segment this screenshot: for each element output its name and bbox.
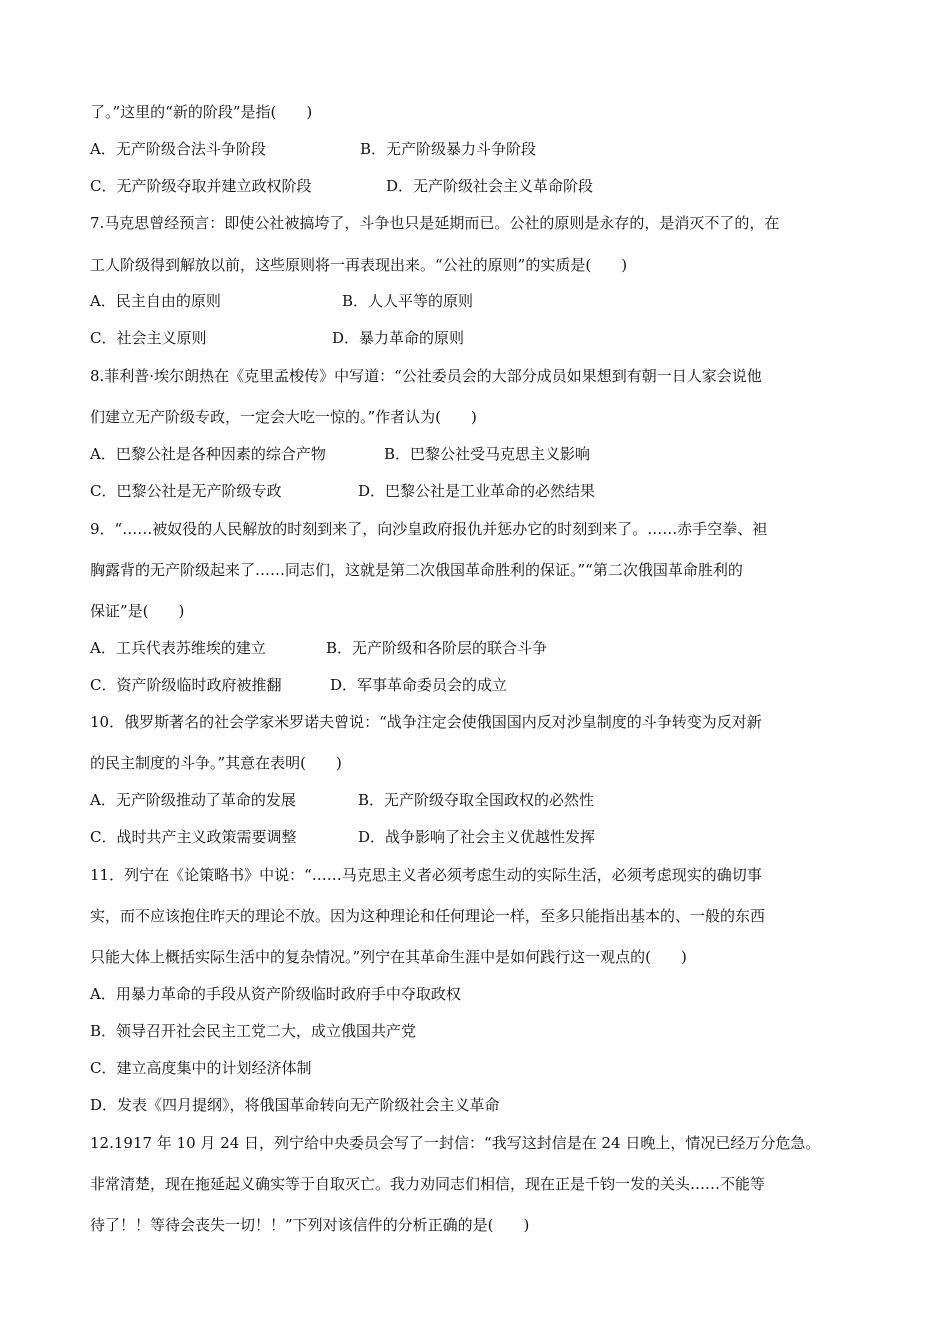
question-9-stem-line-1: 9．“……被奴役的人民解放的时刻到来了，向沙皇政府报仇并惩办它的时刻到来了。……赤手空拳、袒 bbox=[90, 520, 768, 538]
question-9-stem-line-2: 胸露背的无产阶级起来了……同志们，这就是第二次俄国革命胜利的保证。”“第二次俄国革命胜利的 bbox=[90, 561, 743, 579]
question-11-option-c: C．建立高度集中的计划经济体制 bbox=[90, 1059, 312, 1077]
question-9-option-c: C．资产阶级临时政府被推翻 bbox=[90, 676, 282, 694]
question-9-stem-line-3: 保证”是( ) bbox=[90, 602, 185, 620]
question-6-stem-end: 了。”这里的“新的阶段”是指( ) bbox=[90, 103, 313, 121]
question-10-option-a: A．无产阶级推动了革命的发展 bbox=[90, 791, 296, 809]
question-6-option-b: B．无产阶级暴力斗争阶段 bbox=[360, 140, 537, 158]
question-11-stem-line-3: 只能大体上概括实际生活中的复杂情况。”列宁在其革命生涯中是如何践行这一观点的( ) bbox=[90, 948, 687, 966]
question-10-stem-line-1: 10．俄罗斯著名的社会学家米罗诺夫曾说：“战争注定会使俄国国内反对沙皇制度的斗争转变为反对新 bbox=[90, 713, 762, 731]
question-11-option-d: D．发表《四月提纲》，将俄国革命转向无产阶级社会主义革命 bbox=[90, 1096, 500, 1114]
question-7-option-c: C．社会主义原则 bbox=[90, 329, 207, 347]
question-9-option-a: A．工兵代表苏维埃的建立 bbox=[90, 639, 266, 657]
question-7-option-a: A．民主自由的原则 bbox=[90, 292, 221, 310]
question-10-stem-line-2: 的民主制度的斗争。”其意在表明( ) bbox=[90, 754, 342, 772]
question-8-stem-line-2: 们建立无产阶级专政，一定会大吃一惊的。”作者认为( ) bbox=[90, 408, 477, 426]
question-11-stem-line-1: 11．列宁在《论策略书》中说：“……马克思主义者必须考虑生动的实际生活，必须考虑现实的确切事 bbox=[90, 866, 762, 884]
question-7-stem-line-1: 7.马克思曾经预言：即使公社被搞垮了，斗争也只是延期而已。公社的原则是永存的，是消灭不了的，在 bbox=[90, 214, 780, 232]
question-8-option-d: D．巴黎公社是工业革命的必然结果 bbox=[358, 482, 596, 500]
question-12-stem-line-1: 12.1917 年 10 月 24 日，列宁给中央委员会写了一封信：“我写这封信是在 24 日晚上，情况已经万分危急。 bbox=[90, 1134, 821, 1152]
question-9-option-b: B．无产阶级和各阶层的联合斗争 bbox=[326, 639, 548, 657]
question-12-stem-line-2: 非常清楚，现在拖延起义确实等于自取灭亡。我力劝同志们相信，现在正是千钧一发的关头……不能等 bbox=[90, 1175, 766, 1193]
question-8-stem-line-1: 8.菲利普·埃尔朗热在《克里孟梭传》中写道：“公社委员会的大部分成员如果想到有朝一日人家会说他 bbox=[90, 367, 762, 385]
question-8-option-c: C．巴黎公社是无产阶级专政 bbox=[90, 482, 282, 500]
question-12-stem-line-3: 待了！！等待会丧失一切！！”下列对该信件的分析正确的是( ) bbox=[90, 1216, 530, 1234]
question-10-option-b: B．无产阶级夺取全国政权的必然性 bbox=[358, 791, 595, 809]
question-6-option-a: A．无产阶级合法斗争阶段 bbox=[90, 140, 266, 158]
question-8-option-a: A．巴黎公社是各种因素的综合产物 bbox=[90, 445, 326, 463]
question-11-option-a: A．用暴力革命的手段从资产阶级临时政府手中夺取政权 bbox=[90, 985, 461, 1003]
question-11-option-b: B．领导召开社会民主工党二大，成立俄国共产党 bbox=[90, 1022, 417, 1040]
question-7-option-d: D．暴力革命的原则 bbox=[332, 329, 465, 347]
question-8-option-b: B．巴黎公社受马克思主义影响 bbox=[384, 445, 591, 463]
question-10-option-d: D．战争影响了社会主义优越性发挥 bbox=[358, 828, 596, 846]
question-7-option-b: B．人人平等的原则 bbox=[342, 292, 474, 310]
question-6-option-d: D．无产阶级社会主义革命阶段 bbox=[386, 177, 594, 195]
question-10-option-c: C．战时共产主义政策需要调整 bbox=[90, 828, 297, 846]
question-11-stem-line-2: 实，而不应该抱住昨天的理论不放。因为这种理论和任何理论一样，至多只能指出基本的、一般的东西 bbox=[90, 907, 766, 925]
question-9-option-d: D．军事革命委员会的成立 bbox=[330, 676, 508, 694]
question-7-stem-line-2: 工人阶级得到解放以前，这些原则将一再表现出来。“公社的原则”的实质是( ) bbox=[90, 256, 628, 274]
question-6-option-c: C．无产阶级夺取并建立政权阶段 bbox=[90, 177, 312, 195]
